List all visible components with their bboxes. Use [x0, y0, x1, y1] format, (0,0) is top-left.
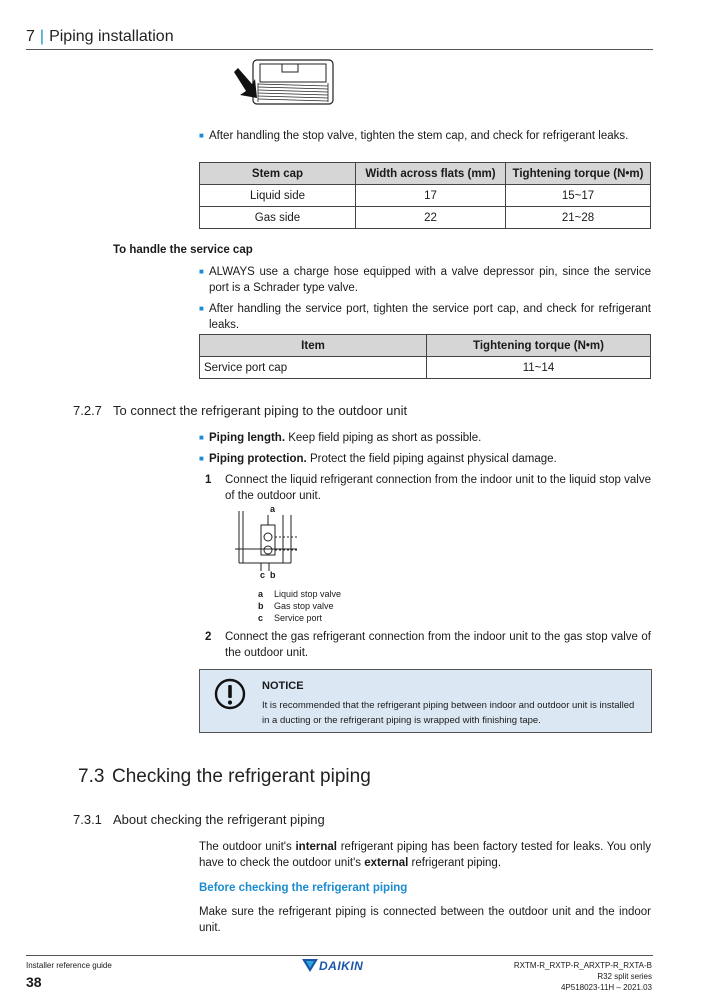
- legend-item: b Gas stop valve: [258, 601, 334, 611]
- step-1: [205, 472, 651, 504]
- footer-document-info: [514, 960, 652, 993]
- footer-guide-label: Installer reference guide: [26, 961, 112, 970]
- figure-label-b: b: [270, 570, 276, 580]
- bullet-text: Keep field piping as short as possible.: [285, 432, 482, 444]
- table-cell: Gas side: [200, 207, 356, 229]
- bullet-square-icon: ■: [199, 433, 204, 442]
- step-number: 1: [205, 474, 212, 486]
- daikin-logo: [302, 958, 376, 974]
- service-cap-bullet: [199, 264, 651, 296]
- table-row: [200, 185, 651, 207]
- figure-legend: [258, 588, 341, 624]
- bullet-bold: Piping length.: [209, 432, 286, 444]
- header-rule: [26, 49, 653, 50]
- notice-title: NOTICE: [262, 680, 304, 692]
- header-separator: |: [39, 28, 45, 45]
- step-text: Connect the liquid refrigerant connection from the indoor unit to the liquid stop valve of the outdoor unit.: [225, 474, 651, 502]
- section-title: Checking the refrigerant piping: [112, 766, 371, 787]
- section-title: About checking the refrigerant piping: [113, 812, 325, 827]
- valve-diagram: [225, 505, 305, 580]
- table-cell: Service port cap: [200, 357, 427, 379]
- notice-box: [199, 669, 652, 733]
- before-checking-paragraph: Make sure the refrigerant piping is connected between the outdoor unit and the indoor unit.: [199, 906, 651, 934]
- running-header: [26, 28, 174, 46]
- table-cell: Liquid side: [200, 185, 356, 207]
- table-cell: 15~17: [506, 185, 651, 207]
- table-cell: 22: [356, 207, 506, 229]
- column-header: Width across flats (mm): [356, 163, 506, 185]
- bullet-text: After handling the service port, tighten the service port cap, and check for refrigerant leaks.: [209, 303, 651, 331]
- bullet-text: After handling the stop valve, tighten the stem cap, and check for refrigerant leaks.: [209, 130, 629, 142]
- table-row: [200, 207, 651, 229]
- section-number: 7.2.7: [73, 403, 102, 418]
- emphasis-internal: internal: [295, 841, 338, 853]
- piping-length-bullet: [199, 430, 651, 446]
- daikin-wordmark: DAIKIN: [319, 959, 364, 973]
- table-cell: 21~28: [506, 207, 651, 229]
- table-header-row: [200, 163, 651, 185]
- service-cap-bullet: [199, 301, 651, 333]
- figure-label-a: a: [270, 504, 276, 514]
- page-number: 38: [26, 974, 42, 990]
- notice-text: It is recommended that the refrigerant piping between indoor and outdoor unit is installed in a ducting or the refrigerant piping is wrapped with finishing tape.: [262, 700, 635, 726]
- service-port-table: [199, 334, 651, 379]
- column-header: Stem cap: [200, 163, 356, 185]
- section-heading-7-3-1: [73, 812, 325, 827]
- stem-cap-illustration: [230, 58, 336, 108]
- bullet-square-icon: ■: [199, 131, 204, 140]
- bullet-square-icon: ■: [199, 304, 204, 313]
- table-cell: 11~14: [427, 357, 651, 379]
- bullet-bold: Piping protection.: [209, 453, 307, 465]
- bullet-text: Protect the field piping against physical damage.: [306, 453, 557, 465]
- section-heading-7-2-7: [73, 403, 407, 418]
- table-header-row: [200, 335, 651, 357]
- step-number: 2: [205, 631, 212, 643]
- about-checking-paragraph: The outdoor unit's internal refrigerant piping has been factory tested for leaks. You only have to check the outdoor unit's external refrigerant piping.: [199, 841, 651, 869]
- legend-item: a Liquid stop valve: [258, 589, 342, 599]
- emphasis-external: external: [364, 857, 409, 869]
- piping-protection-bullet: [199, 451, 651, 467]
- footer-rule: [26, 955, 653, 956]
- table-cell: 17: [356, 185, 506, 207]
- chapter-title: Piping installation: [49, 28, 174, 45]
- column-header: Tightening torque (N•m): [506, 163, 651, 185]
- service-cap-heading: To handle the service cap: [113, 244, 253, 256]
- chapter-number: 7: [26, 28, 35, 45]
- stop-valve-bullet: [199, 128, 651, 144]
- exclamation-icon: [214, 678, 246, 710]
- stop-valve-figure: [225, 505, 305, 580]
- section-heading-7-3: [78, 766, 371, 788]
- footer-models: RXTM-R_RXTP-R_ARXTP-R_RXTA-B: [513, 961, 652, 970]
- legend-item: c Service port: [258, 613, 323, 623]
- step-text: Connect the gas refrigerant connection from the indoor unit to the gas stop valve of the outdoor unit.: [225, 631, 651, 659]
- footer-docnum: 4P518023-11H – 2021.03: [560, 983, 652, 992]
- bullet-square-icon: ■: [199, 267, 204, 276]
- figure-label-c: c: [260, 570, 266, 580]
- column-header: Item: [200, 335, 427, 357]
- table-row: [200, 357, 651, 379]
- bullet-square-icon: ■: [199, 454, 204, 463]
- before-checking-heading: Before checking the refrigerant piping: [199, 882, 408, 894]
- stem-cap-table: [199, 162, 651, 229]
- column-header: Tightening torque (N•m): [427, 335, 651, 357]
- section-title: To connect the refrigerant piping to the outdoor unit: [113, 403, 408, 418]
- step-2: [205, 629, 651, 661]
- section-number: 7.3: [78, 766, 105, 787]
- footer-series: R32 split series: [597, 972, 652, 981]
- bullet-text: ALWAYS use a charge hose equipped with a valve depressor pin, since the service port is a Schrader type valve.: [209, 266, 651, 294]
- section-number: 7.3.1: [73, 812, 102, 827]
- daikin-logo-icon: [302, 959, 318, 972]
